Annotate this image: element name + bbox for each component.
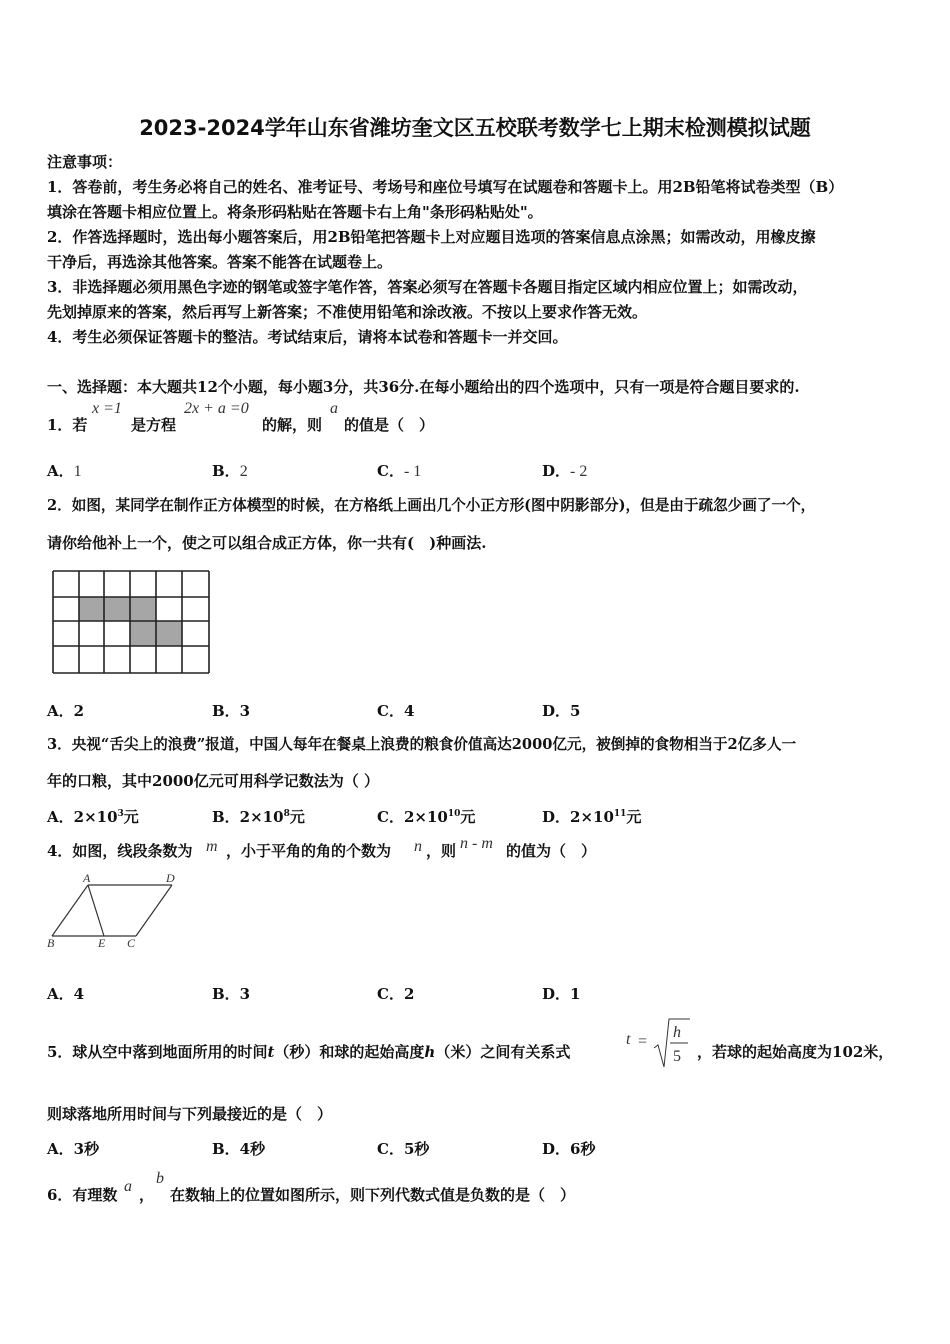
section-heading: 一、选择题：本大题共12个小题，每小题3分，共36分.在每小题给出的四个选项中，只有一项是符合题目要求的. xyxy=(47,378,800,396)
q4-text-1: 4．如图，线段条数为 xyxy=(47,842,193,860)
parallelogram-figure xyxy=(44,868,194,950)
q4-option-b[interactable]: B．3 xyxy=(212,985,251,1003)
q6-math-a: a xyxy=(124,1178,132,1195)
q2-option-d[interactable]: D．5 xyxy=(542,702,581,720)
q5-option-a[interactable]: A．3秒 xyxy=(47,1140,100,1158)
q4-math-m: m xyxy=(206,838,218,855)
q3-option-c[interactable]: C．$2\times 10^{10}$元 xyxy=(377,808,476,826)
q1-math-eq: 2x + a =0 xyxy=(184,400,249,417)
q2-text-1: 2．如图，某同学在制作正方体模型的时候，在方格纸上画出几个小正方形(图中阴影部分)，但是由于疏忽少画了一个， xyxy=(47,497,816,514)
q6-sep: ， xyxy=(139,1186,155,1204)
q5-formula xyxy=(624,1015,694,1071)
segment-ae xyxy=(88,885,104,936)
notice-heading: 注意事项： xyxy=(47,153,123,171)
page-title: 2023-2024学年山东省潍坊奎文区五校联考数学七上期末检测模拟试题 xyxy=(139,116,811,140)
q2-text-2: 请你给他补上一个，使之可以组合成正方体，你一共有( )种画法. xyxy=(47,534,487,552)
q4-math-n-minus-m: n - m xyxy=(460,835,493,852)
label-b: B xyxy=(47,936,55,950)
q3-option-d[interactable]: D．$2\times 10^{11}$元 xyxy=(542,808,642,826)
q5-text-4: ，若球的起始高度为102米， xyxy=(697,1043,894,1061)
q1-text-3: 的解，则 xyxy=(262,416,323,434)
q5-var-t: t xyxy=(267,1043,275,1061)
svg-text:h: h xyxy=(673,1024,681,1041)
q2-option-b[interactable]: B．3 xyxy=(212,702,251,720)
grid-figure xyxy=(52,569,212,677)
q2-option-c[interactable]: C．4 xyxy=(377,702,415,720)
svg-text:t: t xyxy=(626,1031,631,1048)
q4-math-n: n xyxy=(414,838,422,855)
shaded-square xyxy=(79,597,104,621)
q1-text-2: 是方程 xyxy=(131,416,177,434)
shaded-square xyxy=(104,597,130,621)
q1-option-d[interactable]: D．- 2 xyxy=(542,462,588,480)
q1-text-4: 的值是（ ） xyxy=(344,416,435,434)
q5-option-b[interactable]: B．4秒 xyxy=(212,1140,266,1158)
q4-option-a[interactable]: A．4 xyxy=(47,985,85,1003)
q1-option-b[interactable]: B．2 xyxy=(212,462,248,480)
q6-text-1: 6．有理数 xyxy=(47,1186,118,1204)
q4-option-c[interactable]: C．2 xyxy=(377,985,415,1003)
notice-line: 干净后，再选涂其他答案。答案不能答在试题卷上。 xyxy=(47,253,393,271)
q3-option-a[interactable]: A．$2\times 10^3$元 xyxy=(47,808,139,826)
q5-var-h: h xyxy=(424,1043,436,1061)
q4-text-4: 的值为（ ） xyxy=(506,842,597,860)
q1-math-x: x =1 xyxy=(92,400,122,417)
q4-text-2: ，小于平角的角的个数为 xyxy=(226,842,392,860)
notice-line: 填涂在答题卡相应位置上。将条形码粘贴在答题卡右上角"条形码粘贴处"。 xyxy=(47,203,543,221)
q4-option-d[interactable]: D．1 xyxy=(542,985,581,1003)
svg-text:5: 5 xyxy=(673,1048,681,1065)
segment-dc xyxy=(136,885,172,936)
q3-text-2: 年的口粮，其中2000亿元可用科学记数法为（ ） xyxy=(47,772,379,790)
label-c: C xyxy=(127,936,136,950)
q5-line-2: 则球落地所用时间与下列最接近的是（ ） xyxy=(47,1105,333,1123)
svg-text:=: = xyxy=(638,1033,648,1050)
label-a: A xyxy=(83,871,91,885)
shaded-square xyxy=(130,597,156,621)
notice-line: 2．作答选择题时，选出每小题答案后，用2B铅笔把答题卡上对应题目选项的答案信息点涂黑；如需改动，用橡皮擦 xyxy=(47,228,816,246)
label-e: E xyxy=(98,936,106,950)
shaded-square xyxy=(156,621,182,646)
notice-line: 3．非选择题必须用黑色字迹的钢笔或签字笔作答，答案必须写在答题卡各题目指定区域内相应位置上；如需改动， xyxy=(47,278,808,296)
q6-text-2: 在数轴上的位置如图所示，则下列代数式值是负数的是（ ） xyxy=(170,1186,576,1204)
q6-math-b: b xyxy=(156,1170,164,1187)
q3-option-b[interactable]: B．$2\times 10^8$元 xyxy=(212,808,305,826)
segment-ab xyxy=(52,885,88,936)
q5-line-1: 5．球从空中落到地面所用的时间t（秒）和球的起始高度h（米）之间有关系式 xyxy=(47,1043,571,1061)
label-d: D xyxy=(166,871,175,885)
shaded-square xyxy=(130,621,156,646)
q4-text-3: ，则 xyxy=(426,842,457,860)
q3-text-1: 3．央视“舌尖上的浪费”报道，中国人每年在餐桌上浪费的粮食价值高达2000亿元，被倒掉的食物相当于2亿多人一 xyxy=(47,736,797,753)
notice-line: 4．考生必须保证答题卡的整洁。考试结束后，请将本试卷和答题卡一并交回。 xyxy=(47,328,568,346)
q1-option-a[interactable]: A．1 xyxy=(47,462,82,480)
q5-option-c[interactable]: C．5秒 xyxy=(377,1140,430,1158)
q1-text-1: 1．若 xyxy=(47,416,88,434)
q1-option-c[interactable]: C．- 1 xyxy=(377,462,422,480)
q2-option-a[interactable]: A．2 xyxy=(47,702,85,720)
q5-option-d[interactable]: D．6秒 xyxy=(542,1140,596,1158)
notice-line: 先划掉原来的答案，然后再写上新答案；不准使用铅笔和涂改液。不按以上要求作答无效。 xyxy=(47,303,648,321)
notice-line: 1．答卷前，考生务必将自己的姓名、准考证号、考场号和座位号填写在试题卷和答题卡上。用2B铅笔将试卷类型（B） xyxy=(47,178,844,196)
q1-math-a: a xyxy=(330,400,338,417)
